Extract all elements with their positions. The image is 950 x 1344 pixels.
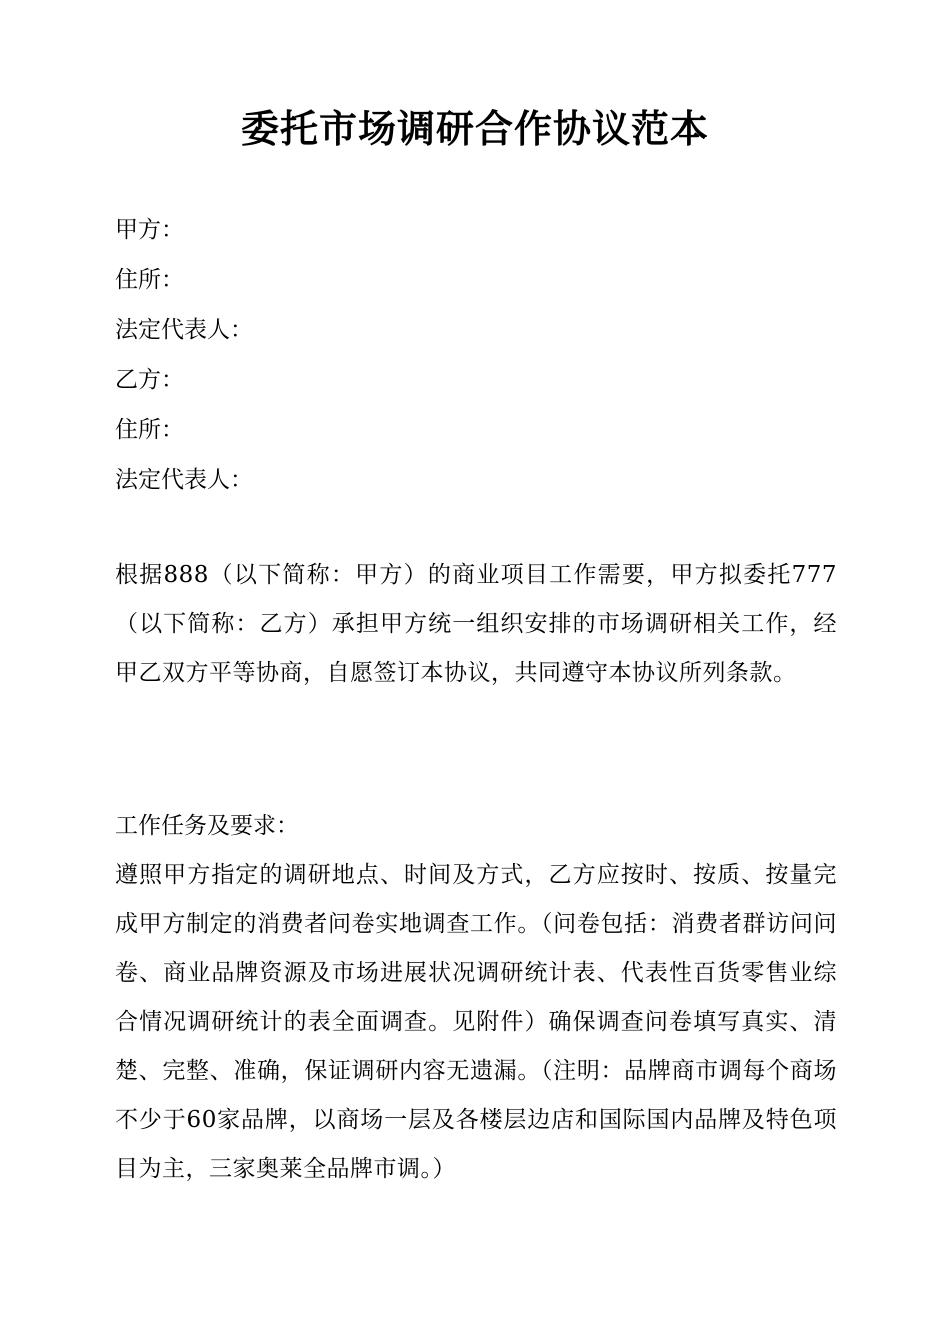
task-heading: 工作任务及要求： [115,813,299,839]
task-paragraph: 遵照甲方指定的调研地点、时间及方式，乙方应按时、按质、按量完成甲方制定的消费者问卷实地调查工作。（问卷包括：消费者群访问问卷、商业品牌资源及市场进展状况调研统计表、代表性百货零售业综合情况调研统计的表全面调查。见附件）确保调查问卷填写真实、清楚、完整、准确，保证调研内容无遗漏。（注明：品牌商市调每个商场不少于60家品牌，以商场一层及各楼层边店和国际国内品牌及特色项目为主，三家奥莱全品牌市调。） [115,862,837,1182]
party-a-representative-label: 法定代表人： [115,317,253,343]
document-title: 委托市场调研合作协议范本 [240,107,709,151]
party-info-block [115,205,835,505]
party-b-label: 乙方： [115,367,184,393]
party-b-representative-label: 法定代表人： [115,467,253,493]
party-a-address-label: 住所： [115,267,184,293]
party-a-label: 甲方： [115,217,184,243]
intro-paragraph: 根据888（以下简称：甲方）的商业项目工作需要，甲方拟委托777（以下简称：乙方）承担甲方统一组织安排的市场调研相关工作，经甲乙双方平等协商，自愿签订本协议，共同遵守本协议所列条款。 [115,562,837,686]
party-b-address-label: 住所： [115,417,184,443]
